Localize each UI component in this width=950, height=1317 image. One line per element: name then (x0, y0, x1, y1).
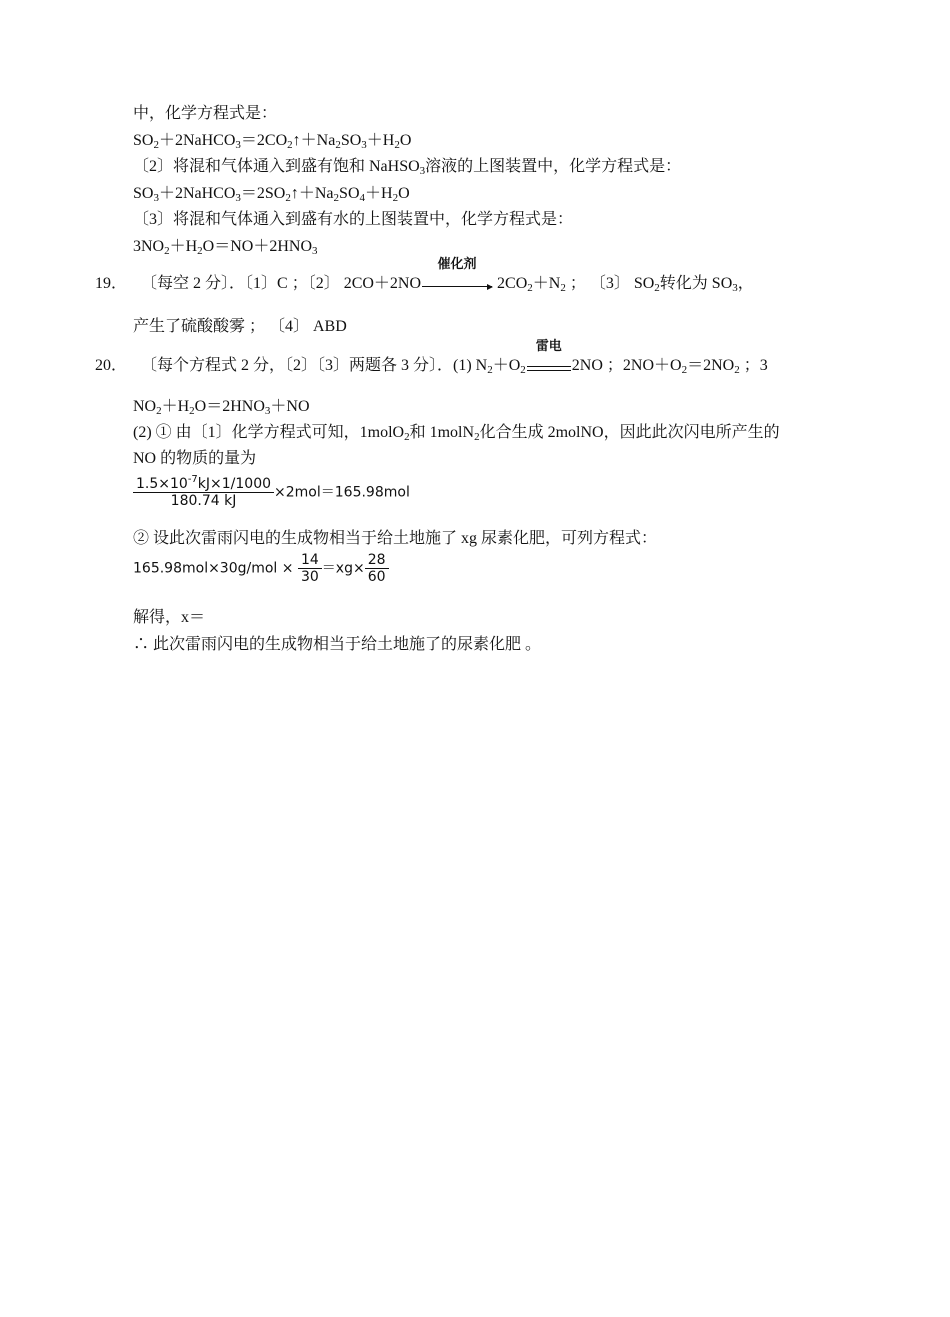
lightning-condition: 雷电 (527, 356, 571, 376)
text-line: (2) ① 由〔1〕化学方程式可知，1molO$_2$和 1molN$_2$化合生成 2molNO，因此此次闪电所产生的 (133, 424, 780, 443)
text-line: 产生了硫酸酸雾 ； 〔4〕 ABD (133, 318, 347, 335)
text-line: 〔2〕将混和气体通入到盛有饱和 NaHSO$_3$溶液的上图装置中，化学方程式是： (133, 158, 682, 177)
question-number: 20． (95, 357, 128, 374)
question-20: 20． 〔每个方程式 2 分，〔2〕〔3〕两题各 3 分〕．(1) $N_2+O_2$ 雷电 2NO ；$2NO+O_2=2NO_2$ ；3 (95, 339, 768, 376)
equation-3: $3NO_2+H_2O=NO+2HNO_3$ (133, 238, 318, 257)
text-line: 中，化学方程式是： (133, 105, 278, 122)
equation-line: $NO_2+H_2O=2HNO_3+NO$ (133, 398, 310, 417)
equation-1: $SO_2+2NaHCO_3=2CO_2↑+Na_2SO_3+H_2O$ (133, 132, 412, 151)
question-19: 19． 〔每空 2 分〕．〔1〕C ；〔2〕 2CO＋2NO 催化剂 $2CO_2+N_2$ ； 〔3〕 $SO_2$转化为 $SO_3$， (95, 257, 754, 294)
fraction: $\frac{1.5\times 10^{-7}kJ\times 1/1000}{180.74 kJ}$ (133, 476, 274, 509)
conclusion: ∴ 此次雷雨闪电的生成物相当于给土地施了的尿素化肥 。 (133, 636, 542, 653)
text-line: NO 的物质的量为 (133, 450, 257, 467)
equation-2: $SO_3+2NaHCO_3=2SO_2↑+Na_2SO_4+H_2O$ (133, 185, 410, 204)
text-line: 解得，x＝ (133, 609, 206, 626)
fraction-calculation: $\frac{1.5\times 10^{-7}kJ\times 1/1000}{180.74 kJ}$ ×2mol＝165.98mol (133, 476, 410, 509)
urea-equation: 165.98mol×30g/mol × $\frac{14}{30}$ ＝xg× $\frac{28}{60}$ (133, 552, 389, 585)
question-number: 19． (95, 275, 128, 292)
text-line: 〔3〕将混和气体通入到盛有水的上图装置中，化学方程式是： (133, 211, 574, 228)
fraction: $\frac{28}{60}$ (365, 552, 389, 585)
catalyst-arrow: 催化剂 (422, 274, 492, 294)
text-line: ② 设此次雷雨闪电的生成物相当于给土地施了 xg 尿素化肥，可列方程式： (133, 530, 658, 547)
fraction: $\frac{14}{30}$ (298, 552, 322, 585)
